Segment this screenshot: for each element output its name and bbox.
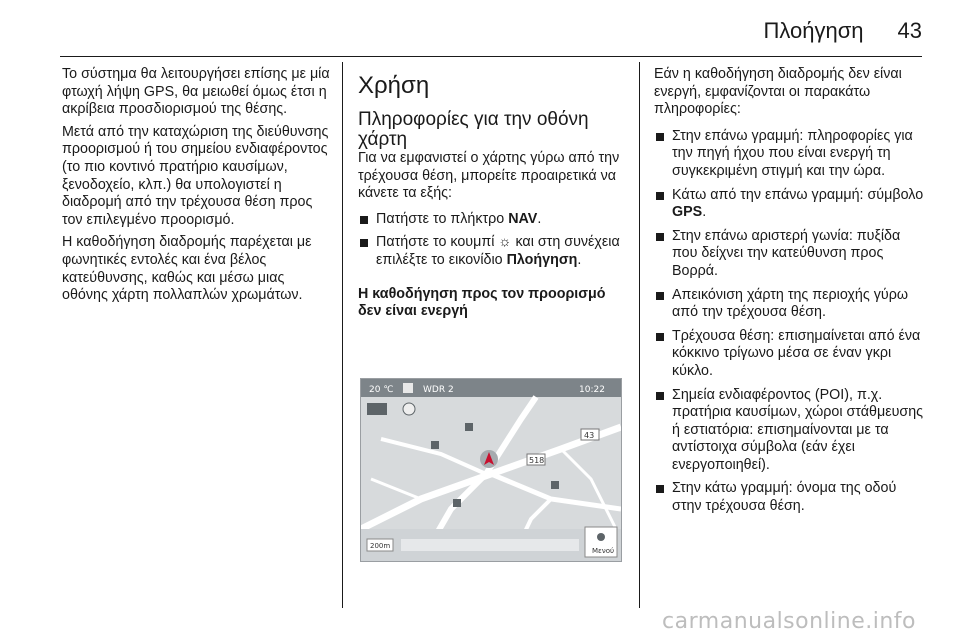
bullet-icon <box>656 133 664 141</box>
poi-icon <box>453 499 461 507</box>
navigation-key-label: Πλοήγηση <box>506 251 578 268</box>
bullet-icon <box>656 233 664 241</box>
map-illustration <box>361 379 621 561</box>
subsection-heading: Πληροφορίες για την οθόνη χάρτη <box>358 109 589 150</box>
list-item: Στην επάνω αριστερή γωνία: πυξίδα που δείχνει την κατεύθυνση προς Βορρά. <box>654 228 924 281</box>
page-number: 43 <box>897 18 922 43</box>
bullet-icon <box>656 392 664 400</box>
intro-paragraph: Για να εμφανιστεί ο χάρτης γύρω από την τρέχουσα θέση, μπορείτε προαιρετικά να κάνετε τα εξής: <box>358 150 620 202</box>
poi-icon <box>551 481 559 489</box>
intro-paragraph: Εάν η καθοδήγηση διαδρομής δεν είναι ενεργή, εμφανίζονται οι παρακάτω πληροφορίες: <box>654 66 902 118</box>
list-item: Σημεία ενδιαφέροντος (POI), π.χ. πρατήρια καυσίμων, χώροι στάθμευσης ή εστιατόρια: επισημαίνονται με τα αντίστοιχα σύμβολα (εάν έχει ενεργοποιηθεί). <box>654 387 924 475</box>
bullet-icon <box>360 216 368 224</box>
poi-icon <box>431 441 439 449</box>
gps-label: GPS <box>672 204 703 221</box>
audio-source-icon <box>403 383 413 393</box>
list-item: Απεικόνιση χάρτη της περιοχής γύρω από την τρέχουσα θέση. <box>654 287 924 322</box>
list-item: Πατήστε το κουμπί ☼ και στη συνέχεια επιλέξτε το εικονίδιο Πλοήγηση. <box>358 234 626 269</box>
header-rule <box>60 56 922 57</box>
list-item: Στην κάτω γραμμή: όνομα της οδού στην τρέχουσα θέση. <box>654 480 924 515</box>
road-shield-a: 43 <box>584 431 595 440</box>
gps-icon <box>367 403 387 415</box>
menu-label: Μενού <box>592 547 615 555</box>
bullet-icon <box>360 239 368 247</box>
poi-icon <box>465 423 473 431</box>
scale-label: 200m <box>370 542 391 550</box>
subsection-heading-2: Η καθοδήγηση προς τον προορισμό δεν είναι ενεργή <box>358 285 606 320</box>
info-list <box>654 128 924 516</box>
bullet-icon <box>656 192 664 200</box>
settings-icon: ☼ <box>498 234 512 251</box>
column-divider-1 <box>342 62 343 608</box>
station-label: WDR 2 <box>423 385 454 395</box>
column-1 <box>62 66 330 310</box>
column-divider-2 <box>639 62 640 608</box>
bullet-icon <box>656 333 664 341</box>
temperature-label: 20 ℃ <box>369 385 394 395</box>
compass-icon <box>403 403 415 415</box>
column-3 <box>654 66 924 522</box>
bullet-icon <box>656 292 664 300</box>
paragraph: Μετά από την καταχώριση της διεύθυνσης προορισμού ή του σημείου ενδιαφέροντος (το πιο κοντινό πρατήριο καυσίμων, ξενοδοχείο, κλπ.) θα υπολογιστεί η διαδρομή από την τρέχουσα θέση προς τον επιλεγμένο προορισμό. <box>62 123 329 228</box>
column-2 <box>358 62 626 321</box>
watermark: carmanualsonline.info <box>662 609 916 634</box>
clock-label: 10:22 <box>579 385 605 395</box>
list-item: Τρέχουσα θέση: επισημαίνεται από ένα κόκκινο τρίγωνο μέσα σε έναν γκρι κύκλο. <box>654 328 924 381</box>
section-heading: Χρήση <box>358 72 430 99</box>
list-item: Πατήστε το πλήκτρο NAV. <box>358 211 626 229</box>
page-header <box>763 18 922 48</box>
page-title: Πλοήγηση <box>763 18 864 43</box>
road-shield-b: 518 <box>529 456 545 465</box>
bullet-icon <box>656 485 664 493</box>
nav-key-label: NAV <box>508 210 538 227</box>
list-item: Κάτω από την επάνω γραμμή: σύμβολο GPS. <box>654 187 924 222</box>
paragraph: Η καθοδήγηση διαδρομής παρέχεται με φωνητικές εντολές και ένα βέλος κατεύθυνσης, καθώς και μέσω μιας οθόνης χάρτη πολλαπλών χρωμάτων. <box>62 234 312 304</box>
navigation-map-screenshot <box>360 378 622 562</box>
instruction-list <box>358 211 626 270</box>
paragraph: Το σύστημα θα λειτουργήσει επίσης με μία φτωχή λήψη GPS, θα μειωθεί όμως έτσι η ακρίβεια προσδιορισμού της θέσης. <box>62 66 330 118</box>
list-item: Στην επάνω γραμμή: πληροφορίες για την πηγή ήχου που είναι ενεργή τη συγκεκριμένη στιγμή και την ώρα. <box>654 128 924 181</box>
menu-icon <box>597 533 605 541</box>
